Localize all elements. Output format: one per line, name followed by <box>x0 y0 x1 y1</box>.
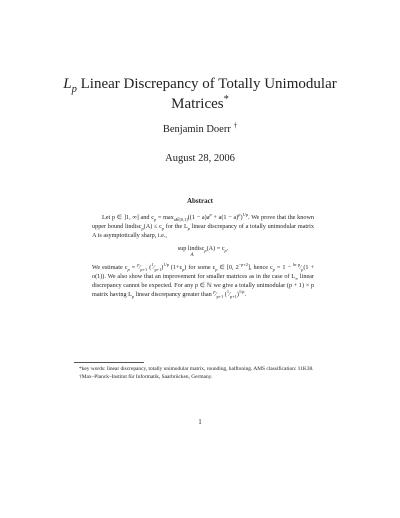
abstract-text: ∈ [0, 2 <box>217 264 239 271</box>
footnote-affiliation: †Max–Planck–Institut für Informatik, Saarbrücken, Germany. <box>79 373 213 380</box>
abstract-text: = 1 − <box>274 264 294 271</box>
author-footnote-mark: † <box>233 120 238 130</box>
author <box>40 120 360 135</box>
abstract-text: (1 + o(1)). We also show that an improvement for smaller matrices as in the case of L <box>92 264 315 280</box>
math-sub: ∞ <box>295 276 299 282</box>
abstract-text: We estimate c <box>92 264 128 271</box>
abstract-paragraph-1 <box>92 213 314 240</box>
page-number: 1 <box>198 418 202 426</box>
math-sup: p <box>238 211 241 217</box>
abstract-text: = max <box>156 214 174 221</box>
abstract-text: ((1 − a)a <box>187 214 210 221</box>
math-sup: p <box>209 211 212 217</box>
abstract-text: = <box>129 264 138 271</box>
abstract-heading: Abstract <box>186 197 214 205</box>
math-fraction: $^p⁄_{p+1}$ $(^1⁄_{p+1})^{1/p}$ <box>137 261 169 273</box>
equation-subscript: A <box>190 253 194 258</box>
abstract-text: . We prove that the known upper bound lindisc <box>92 214 315 230</box>
title-symbol: L <box>63 76 72 92</box>
math-sub: p <box>204 248 207 254</box>
math-sub: p <box>153 217 157 223</box>
abstract-text: + a(1 − a) <box>211 214 239 221</box>
math-sub: p <box>127 267 130 273</box>
abstract-text: Let p ∈ ]1, ∞] and c <box>102 214 154 221</box>
math-sub: p <box>141 226 144 232</box>
title-line-1: Linear Discrepancy of Totally Unimodular <box>76 76 337 92</box>
abstract-text: linear discrepancy greater than <box>134 291 214 298</box>
equation-text: sup lindisc <box>177 245 205 252</box>
footnotes <box>74 366 330 381</box>
math-sup: 1/p <box>242 211 249 217</box>
title-line-2: Matrices <box>171 96 224 112</box>
abstract-text: ], hence c <box>247 264 273 271</box>
equation-text: (A) = c <box>206 245 225 252</box>
display-equation: sup lindisc$_p$(A) = $c_p$. A <box>92 244 314 259</box>
math-sup: −p+2 <box>238 261 248 267</box>
math-fraction: $^{ln p}⁄_p$ <box>293 261 304 273</box>
title-symbol-subscript: p <box>71 84 77 95</box>
math-fraction: $^p⁄_{p+1}$ $(^1⁄_{p+1})^{1/p}$ <box>213 288 245 300</box>
abstract-body <box>92 213 314 299</box>
abstract-text: ) <box>240 214 243 221</box>
math-sub: p <box>131 294 135 300</box>
paper-title <box>40 74 360 114</box>
math-sub: p <box>272 267 275 273</box>
abstract-text: for the L <box>164 223 188 230</box>
abstract-text: (1+ε <box>168 264 183 271</box>
author-name: Benjamin Doerr <box>162 124 231 135</box>
abstract-paragraph-2 <box>92 263 314 299</box>
abstract-text: . <box>244 291 246 298</box>
abstract-text: ) for some ε <box>184 264 216 271</box>
footnote-rule <box>74 362 144 363</box>
abstract-text: (A) ≤ c <box>143 223 162 230</box>
abstract-text: linear discrepancy cannot be expected. For any p ∈ ℕ we give a totally unimodular (p + 1) × p matrix having L <box>92 273 314 298</box>
title-footnote-mark: * <box>223 94 229 105</box>
math-sub: p <box>187 226 190 232</box>
math-sub: p <box>161 226 165 232</box>
abstract-text: linear discrepancy of a totally unimodular matrix A is asymptotically sharp, i.e., <box>92 223 314 239</box>
footnote-keywords: *key words: linear discrepancy, totally unimodular matrix, rounding, halftoning. AMS classification: 11K38. <box>79 366 314 372</box>
math-sub: p <box>224 248 227 254</box>
math-sub: p <box>215 267 218 273</box>
publication-date: August 28, 2006 <box>165 153 235 164</box>
math-sub: a∈[0,1] <box>173 217 188 223</box>
math-sub: p <box>182 267 185 273</box>
